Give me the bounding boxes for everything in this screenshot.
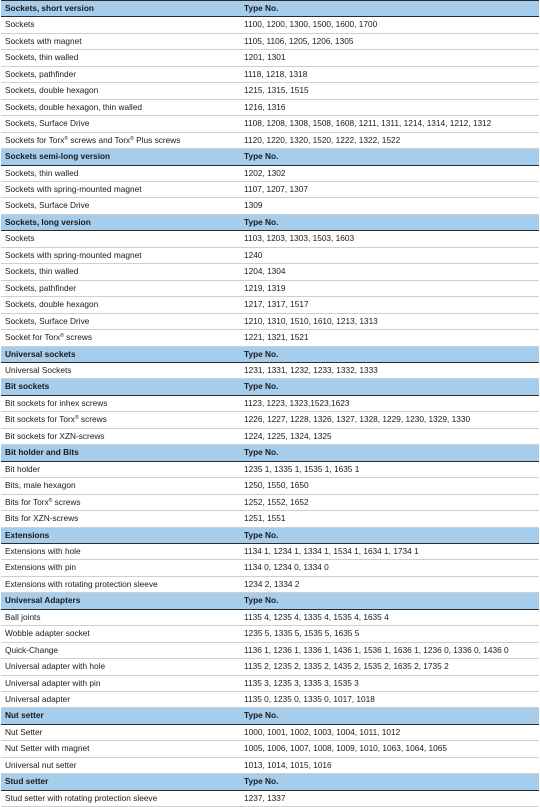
table-row — [1, 181, 539, 197]
product-label: Sockets, Surface Drive — [1, 116, 240, 132]
type-numbers: 1309 — [240, 198, 539, 214]
type-numbers: 1135 0, 1235 0, 1335 0, 1017, 1018 — [240, 692, 539, 708]
table-row — [1, 576, 539, 592]
type-no-column-header: Type No. — [240, 346, 539, 362]
type-numbers: 1013, 1014, 1015, 1016 — [240, 757, 539, 773]
section-title: Bit holder and Bits — [1, 445, 240, 461]
table-row — [1, 428, 539, 444]
type-numbers: 1204, 1304 — [240, 264, 539, 280]
type-numbers: 1234 2, 1334 2 — [240, 576, 539, 592]
type-numbers: 1226, 1227, 1228, 1326, 1327, 1328, 1229, 1230, 1329, 1330 — [240, 412, 539, 428]
product-label: Sockets with magnet — [1, 33, 240, 49]
product-label: Stud setter with rotating protection sleeve — [1, 790, 240, 806]
table-row — [1, 412, 539, 428]
section-title: Sockets, short version — [1, 1, 240, 17]
product-label: Bits for Torx® screws — [1, 494, 240, 510]
type-no-column-header: Type No. — [240, 214, 539, 230]
type-no-column-header: Type No. — [240, 379, 539, 395]
section-header-universal-sockets — [1, 346, 539, 362]
section-title: Universal sockets — [1, 346, 240, 362]
section-header-bit-sockets — [1, 379, 539, 395]
table-row — [1, 478, 539, 494]
section-title: Universal Adapters — [1, 593, 240, 609]
table-row — [1, 362, 539, 378]
type-numbers: 1240 — [240, 247, 539, 263]
type-numbers: 1135 3, 1235 3, 1335 3, 1535 3 — [240, 675, 539, 691]
product-label: Sockets, double hexagon, thin walled — [1, 99, 240, 115]
type-numbers: 1237, 1337 — [240, 790, 539, 806]
type-no-column-header: Type No. — [240, 149, 539, 165]
table-row — [1, 543, 539, 559]
type-numbers: 1107, 1207, 1307 — [240, 181, 539, 197]
type-numbers: 1235 5, 1335 5, 1535 5, 1635 5 — [240, 626, 539, 642]
type-numbers: 1135 4, 1235 4, 1335 4, 1535 4, 1635 4 — [240, 609, 539, 625]
product-label: Sockets, pathfinder — [1, 280, 240, 296]
product-label: Universal nut setter — [1, 757, 240, 773]
table-row — [1, 692, 539, 708]
type-numbers: 1250, 1550, 1650 — [240, 478, 539, 494]
table-row — [1, 313, 539, 329]
type-number-table — [1, 0, 539, 807]
type-numbers: 1005, 1006, 1007, 1008, 1009, 1010, 1063, 1064, 1065 — [240, 741, 539, 757]
table-row — [1, 66, 539, 82]
product-label: Bit sockets for Torx® screws — [1, 412, 240, 428]
type-numbers: 1221, 1321, 1521 — [240, 330, 539, 346]
type-numbers: 1231, 1331, 1232, 1233, 1332, 1333 — [240, 362, 539, 378]
type-numbers: 1123, 1223, 1323,1523,1623 — [240, 395, 539, 411]
type-numbers: 1108, 1208, 1308, 1508, 1608, 1211, 1311, 1214, 1314, 1212, 1312 — [240, 116, 539, 132]
table-row — [1, 116, 539, 132]
type-no-column-header: Type No. — [240, 527, 539, 543]
type-numbers: 1118, 1218, 1318 — [240, 66, 539, 82]
product-label: Sockets — [1, 231, 240, 247]
table-row — [1, 757, 539, 773]
type-no-column-header: Type No. — [240, 1, 539, 17]
table-row — [1, 264, 539, 280]
type-numbers: 1134 1, 1234 1, 1334 1, 1534 1, 1634 1, 1734 1 — [240, 543, 539, 559]
product-label: Sockets, double hexagon — [1, 297, 240, 313]
table-row — [1, 560, 539, 576]
type-numbers: 1217, 1317, 1517 — [240, 297, 539, 313]
table-row — [1, 17, 539, 33]
table-row — [1, 642, 539, 658]
product-label: Wobble adapter socket — [1, 626, 240, 642]
type-no-column-header: Type No. — [240, 708, 539, 724]
section-title: Sockets, long version — [1, 214, 240, 230]
table-row — [1, 511, 539, 527]
table-row — [1, 626, 539, 642]
table-row — [1, 198, 539, 214]
table-row — [1, 790, 539, 806]
product-label: Bit sockets for inhex screws — [1, 395, 240, 411]
table-row — [1, 231, 539, 247]
product-label: Extensions with rotating protection sleeve — [1, 576, 240, 592]
product-label: Universal Sockets — [1, 362, 240, 378]
section-header-sockets-semi-long-version — [1, 149, 539, 165]
product-label: Extensions with pin — [1, 560, 240, 576]
table-row — [1, 330, 539, 346]
table-row — [1, 675, 539, 691]
type-numbers: 1224, 1225, 1324, 1325 — [240, 428, 539, 444]
product-label: Sockets, thin walled — [1, 165, 240, 181]
product-label: Extensions with hole — [1, 543, 240, 559]
table-row — [1, 395, 539, 411]
table-row — [1, 494, 539, 510]
product-label: Nut Setter with magnet — [1, 741, 240, 757]
product-label: Sockets for Torx® screws and Torx® Plus screws — [1, 132, 240, 148]
table-row — [1, 99, 539, 115]
table-row — [1, 461, 539, 477]
product-label: Bit sockets for XZN-screws — [1, 428, 240, 444]
type-numbers: 1135 2, 1235 2, 1335 2, 1435 2, 1535 2, 1635 2, 1735 2 — [240, 659, 539, 675]
type-numbers: 1252, 1552, 1652 — [240, 494, 539, 510]
table-row — [1, 609, 539, 625]
type-numbers: 1000, 1001, 1002, 1003, 1004, 1011, 1012 — [240, 724, 539, 740]
table-row — [1, 83, 539, 99]
type-numbers: 1251, 1551 — [240, 511, 539, 527]
type-no-column-header: Type No. — [240, 445, 539, 461]
product-label: Ball joints — [1, 609, 240, 625]
table-row — [1, 132, 539, 148]
section-title: Stud setter — [1, 774, 240, 790]
table-row — [1, 247, 539, 263]
table-row — [1, 33, 539, 49]
table-row — [1, 741, 539, 757]
section-title: Bit sockets — [1, 379, 240, 395]
type-numbers: 1105, 1106, 1205, 1206, 1305 — [240, 33, 539, 49]
product-label: Bits for XZN-screws — [1, 511, 240, 527]
table-body — [1, 1, 539, 807]
product-label: Sockets, thin walled — [1, 50, 240, 66]
product-label: Bits, male hexagon — [1, 478, 240, 494]
product-label: Sockets, Surface Drive — [1, 198, 240, 214]
table-row — [1, 165, 539, 181]
type-numbers: 1100, 1200, 1300, 1500, 1600, 1700 — [240, 17, 539, 33]
table-row — [1, 280, 539, 296]
table-row — [1, 50, 539, 66]
section-header-stud-setter — [1, 774, 539, 790]
product-label: Sockets, thin walled — [1, 264, 240, 280]
type-numbers: 1103, 1203, 1303, 1503, 1603 — [240, 231, 539, 247]
product-label: Quick-Change — [1, 642, 240, 658]
section-title: Sockets semi-long version — [1, 149, 240, 165]
type-numbers: 1136 1, 1236 1, 1336 1, 1436 1, 1536 1, 1636 1, 1236 0, 1336 0, 1436 0 — [240, 642, 539, 658]
product-label: Nut Setter — [1, 724, 240, 740]
section-header-extensions — [1, 527, 539, 543]
table-row — [1, 659, 539, 675]
product-label: Sockets with spring-mounted magnet — [1, 181, 240, 197]
type-numbers: 1235 1, 1335 1, 1535 1, 1635 1 — [240, 461, 539, 477]
type-numbers: 1215, 1315, 1515 — [240, 83, 539, 99]
type-numbers: 1120, 1220, 1320, 1520, 1222, 1322, 1522 — [240, 132, 539, 148]
section-title: Extensions — [1, 527, 240, 543]
product-label: Sockets, pathfinder — [1, 66, 240, 82]
product-label: Universal adapter with hole — [1, 659, 240, 675]
product-label: Sockets, double hexagon — [1, 83, 240, 99]
section-title: Nut setter — [1, 708, 240, 724]
type-numbers: 1210, 1310, 1510, 1610, 1213, 1313 — [240, 313, 539, 329]
type-no-column-header: Type No. — [240, 774, 539, 790]
product-label: Sockets with spring-mounted magnet — [1, 247, 240, 263]
type-numbers: 1134 0, 1234 0, 1334 0 — [240, 560, 539, 576]
section-header-bit-holder-and-bits — [1, 445, 539, 461]
type-numbers: 1202, 1302 — [240, 165, 539, 181]
table-row — [1, 297, 539, 313]
product-label: Sockets, Surface Drive — [1, 313, 240, 329]
product-label: Universal adapter with pin — [1, 675, 240, 691]
type-numbers: 1219, 1319 — [240, 280, 539, 296]
section-header-universal-adapters — [1, 593, 539, 609]
product-label: Universal adapter — [1, 692, 240, 708]
section-header-nut-setter — [1, 708, 539, 724]
type-no-column-header: Type No. — [240, 593, 539, 609]
type-numbers: 1216, 1316 — [240, 99, 539, 115]
product-label: Socket for Torx® screws — [1, 330, 240, 346]
section-header-sockets-long-version — [1, 214, 539, 230]
product-label: Sockets — [1, 17, 240, 33]
section-header-sockets-short-version — [1, 1, 539, 17]
table-row — [1, 724, 539, 740]
type-numbers: 1201, 1301 — [240, 50, 539, 66]
product-label: Bit holder — [1, 461, 240, 477]
